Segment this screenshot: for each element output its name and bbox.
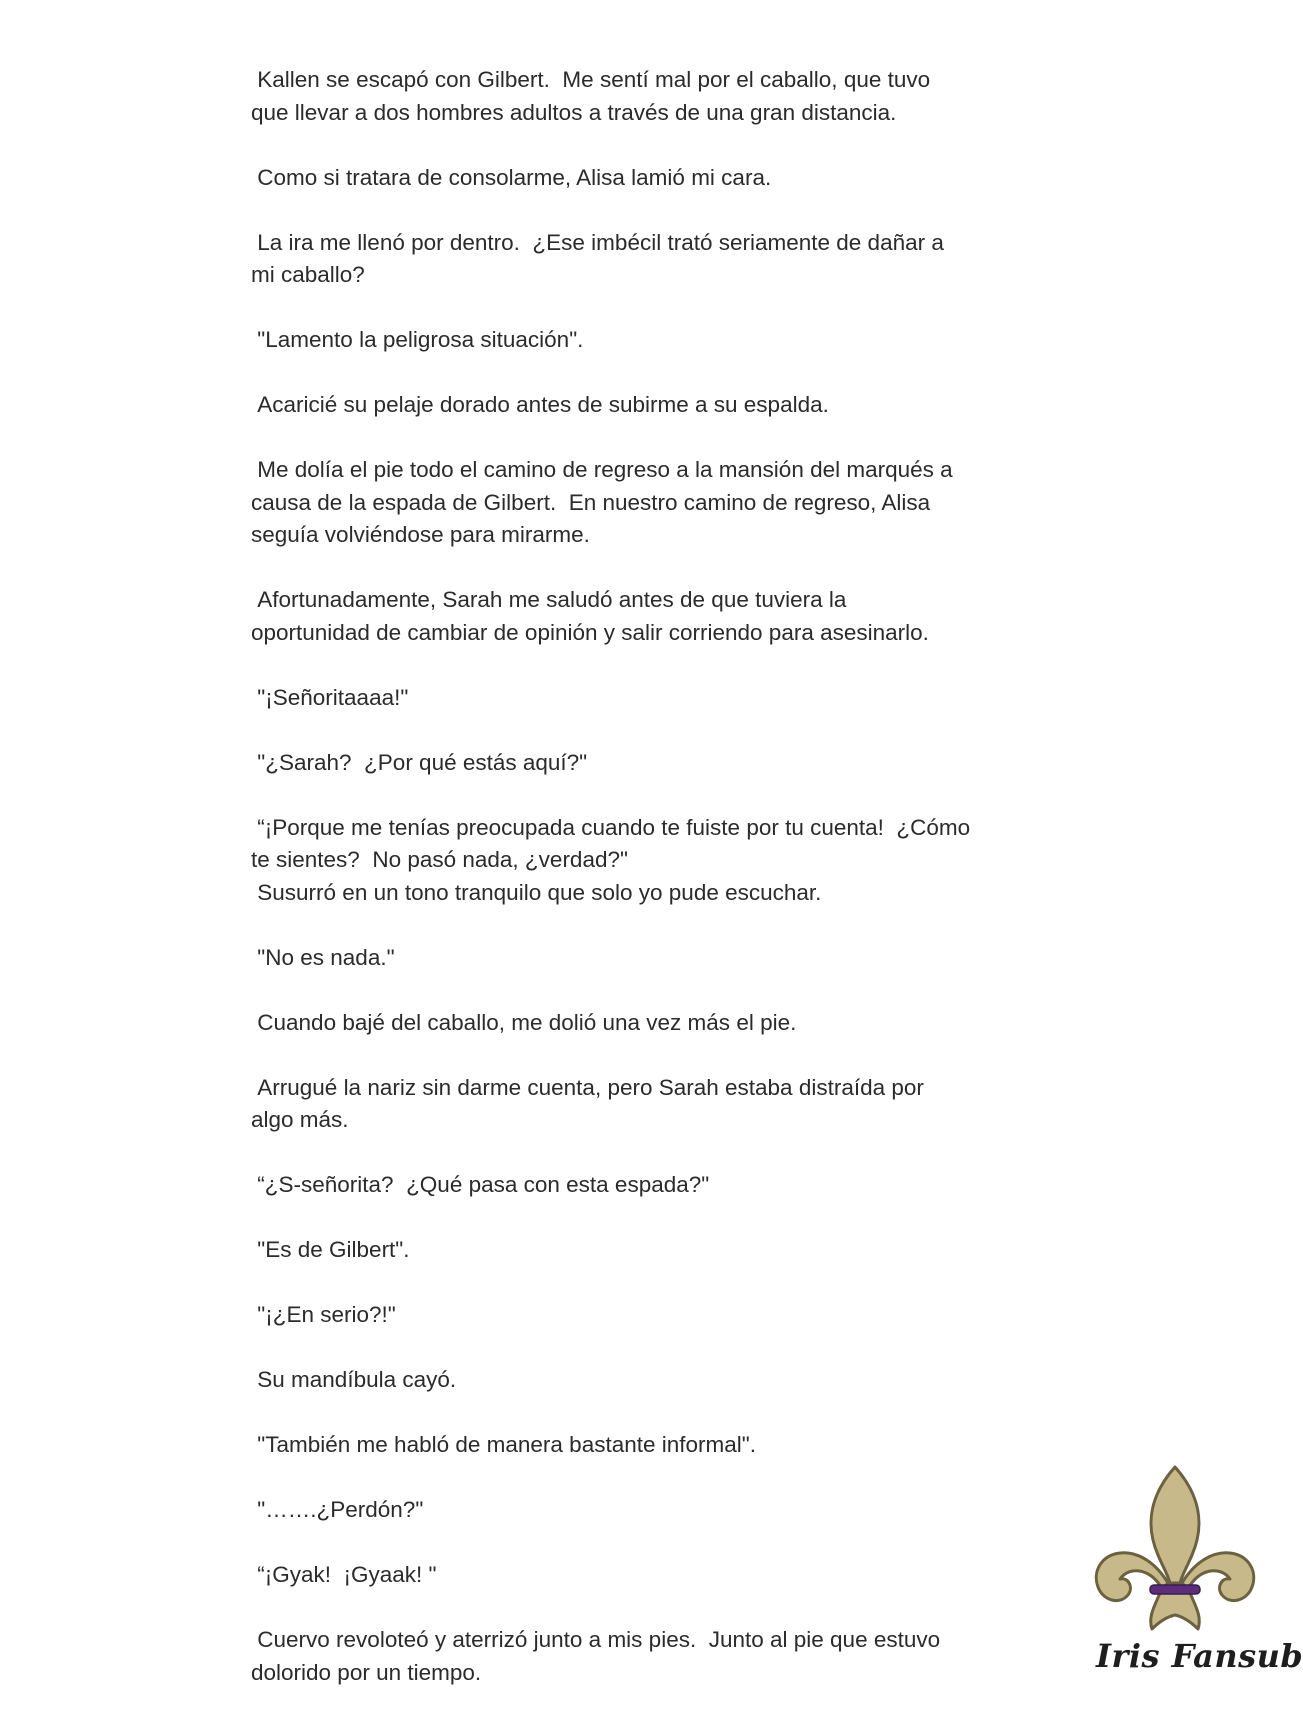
paragraph: [251, 1169, 1041, 1202]
paragraph-line: Cuervo revoloteó y aterrizó junto a mis pies. Junto al pie que estuvo: [251, 1627, 941, 1652]
paragraph-line: Susurró en un tono tranquilo que solo yo pude escuchar.: [251, 879, 822, 905]
paragraph-line: "Lamento la peligrosa situación".: [251, 327, 584, 352]
paragraph-line: Como si tratara de consolarme, Alisa lamió mi cara.: [251, 164, 772, 190]
watermark-text: Iris Fansub: [1096, 1637, 1303, 1675]
document-body: [251, 64, 1041, 1722]
paragraph-line: Cuando bajé del caballo, me dolió una vez más el pie.: [251, 1009, 797, 1035]
paragraph-line: "¡¿En serio?!": [251, 1302, 396, 1327]
paragraph-line: "…….¿Perdón?": [251, 1497, 424, 1522]
paragraph: [251, 942, 1041, 975]
paragraph-line: dolorido por un tiempo.: [251, 1659, 482, 1685]
paragraph-line: "¿Sarah? ¿Por qué estás aquí?": [251, 749, 588, 775]
paragraph-line: “¿S-señorita? ¿Qué pasa con esta espada?": [251, 1172, 710, 1197]
paragraph: [251, 1072, 1041, 1137]
paragraph: [251, 812, 1041, 910]
paragraph-line: Afortunadamente, Sarah me saludó antes de que tuviera la: [251, 587, 847, 612]
paragraph: [251, 1364, 1041, 1397]
paragraph-line: "También me habló de manera bastante informal".: [251, 1432, 757, 1457]
paragraph-line: que llevar a dos hombres adultos a través de una gran distancia.: [251, 99, 897, 125]
paragraph-line: seguía volviéndose para mirarme.: [251, 522, 590, 547]
paragraph-line: te sientes? No pasó nada, ¿verdad?": [251, 847, 628, 872]
paragraph-line: "¡Señoritaaaa!": [251, 684, 409, 710]
paragraph: [251, 454, 1041, 552]
paragraph: [251, 64, 1041, 129]
paragraph: [251, 324, 1041, 357]
paragraph: [251, 682, 1041, 715]
paragraph: [251, 162, 1041, 195]
paragraph-line: "No es nada.": [251, 944, 395, 970]
paragraph-line: "Es de Gilbert".: [251, 1237, 410, 1262]
paragraph-line: La ira me llenó por dentro. ¿Ese imbécil trató seriamente de dañar a: [251, 229, 944, 255]
paragraph-line: Me dolía el pie todo el camino de regreso a la mansión del marqués a: [251, 457, 953, 482]
paragraph: [251, 1559, 1041, 1592]
paragraph-line: Su mandíbula cayó.: [251, 1367, 457, 1392]
paragraph-line: “¡Porque me tenías preocupada cuando te fuiste por tu cuenta! ¿Cómo: [251, 814, 971, 840]
paragraph-line: Acaricié su pelaje dorado antes de subirme a su espalda.: [251, 392, 829, 417]
fleur-de-lis-icon: [1090, 1465, 1260, 1640]
paragraph: [251, 747, 1041, 780]
paragraph: [251, 1299, 1041, 1332]
paragraph: [251, 389, 1041, 422]
paragraph-line: Arrugué la nariz sin darme cuenta, pero Sarah estaba distraída por: [251, 1074, 924, 1100]
paragraph: [251, 1234, 1041, 1267]
paragraph: [251, 1494, 1041, 1527]
watermark-logo: [1090, 1465, 1303, 1695]
paragraph-line: mi caballo?: [251, 262, 365, 287]
paragraph-line: Kallen se escapó con Gilbert. Me sentí mal por el caballo, que tuvo: [251, 67, 931, 92]
paragraph-line: causa de la espada de Gilbert. En nuestro camino de regreso, Alisa: [251, 489, 931, 515]
paragraph-line: oportunidad de cambiar de opinión y salir corriendo para asesinarlo.: [251, 619, 929, 645]
paragraph: [251, 1429, 1041, 1462]
paragraph: [251, 227, 1041, 292]
paragraph: [251, 1007, 1041, 1040]
paragraph-line: “¡Gyak! ¡Gyaak! ": [251, 1562, 437, 1587]
paragraph: [251, 584, 1041, 649]
paragraph-line: algo más.: [251, 1107, 349, 1132]
paragraph: [251, 1624, 1041, 1689]
